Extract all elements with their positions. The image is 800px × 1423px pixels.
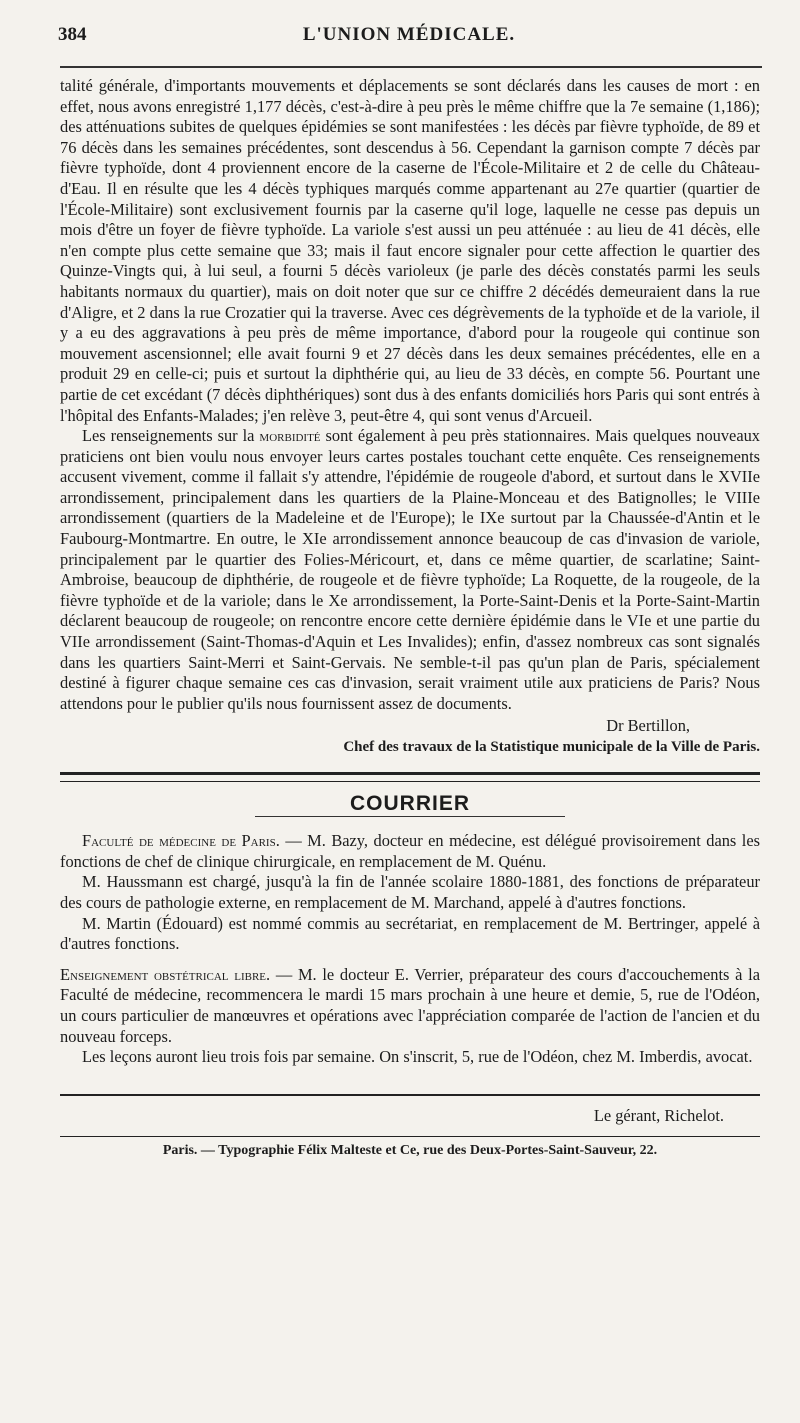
gerant-line: Le gérant, Richelot. [593, 1105, 724, 1125]
article-paragraph-2 [60, 426, 760, 714]
faculte-heading: Faculté de médecine de Paris. [82, 831, 280, 851]
enseignement-paragraph-1 [60, 965, 760, 1047]
article-body [60, 76, 760, 1162]
faculte-text-1: — M. Bazy, docteur en médecine, est délégué provisoirement dans les fonctions de chef de clinique chirurgicale, en remplacement de M. Quénu. [60, 831, 760, 871]
section-divider [60, 772, 760, 782]
enseignement-heading: Enseignement obstétrical libre. [60, 964, 271, 984]
morbidity-term: morbidité [259, 426, 321, 446]
faculte-paragraph-3: M. Martin (Édouard) est nommé commis au secrétariat, en remplacement de M. Bertringer, appelé à d'autres fonctions. [60, 913, 760, 954]
page-number: 384 [58, 24, 87, 45]
printer-line: Paris. — Typographie Félix Malteste et Ce, rue des Deux-Portes-Saint-Sauveur, 22. [162, 1143, 658, 1159]
faculte-paragraph-1 [60, 831, 760, 872]
morbidity-text: sont également à peu près stationnaires. Mais quelques nouveaux praticiens ont bien voulu nous envoyer leurs cartes postales touchant cette enquête. Ces renseignements accusent vivement, comme il fallait s'y attendre, l'épidémie de rougeole d'abord, et surtout dans le XVIIe arrondissement, principalement dans les quartiers de la Plaine-Monceau et des Batignolles; le VIIIe arrondissement (quartiers de la Madeleine et de l'Europe); le IXe surtout par la Chaussée-d'Antin et le Faubourg-Montmartre. En outre, le XIe arrondissement annonce beaucoup de cas d'invasion de variole, principalement par le quartier des Folies-Méricourt, et, dans ce même quartier, de scarlatine; Saint-Ambroise, beaucoup de diphthérie, de rougeole et de fièvre typhoïde; La Roquette, de la rougeole, de la fièvre typhoïde et de la variole; dans le Xe arrondissement, la Porte-Saint-Denis et la Porte-Saint-Martin déclarent beaucoup de rougeole; on rencontre encore cette dernière épidémie dans le VIe et une partie du VIIe arrondissement (Saint-Thomas-d'Aquin et Les Invalides); enfin, d'assez nombreux cas sont signalés dans les quartiers Saint-Merri et Saint-Gervais. Ne semble-t-il pas qu'un plan de Paris, spécialement destiné à figurer chaque semaine ces cas d'invasion, serait vraiment utile aux praticiens de Paris? Nous attendons pour le publier qu'ils nous fournissent assez de documents. [60, 426, 760, 713]
enseignement-text-1: — M. le docteur E. Verrier, préparateur des cours d'accouchements à la Faculté de médecine, recommencera le mardi 15 mars prochain à une heure et demie, 5, rue de l'Odéon, un cours particulier de manœuvres et opérations avec l'appréciation comparée de l'action de l'ancien et du nouveau forceps. [60, 964, 760, 1046]
courrier-title-rule [255, 816, 565, 817]
journal-title: L'UNION MÉDICALE. [302, 24, 516, 45]
signature-block [60, 716, 760, 757]
spacer [60, 955, 760, 965]
courrier-title: COURRIER [349, 791, 470, 815]
signature-name: Dr Bertillon, [606, 716, 690, 736]
printer-rule [60, 1136, 760, 1137]
footer-rule [60, 1094, 760, 1096]
header-rule [60, 66, 762, 68]
article-paragraph-1: talité générale, d'importants mouvements et déplacements se sont déclarés dans les causes de mort : en effet, nous avons enregistré 1,177 décès, c'est-à-dire à peu près le même chiffre que la 7e semaine (1,186); des atténuations subites de quelques épidémies se sont manifestées : les décès par fièvre typhoïde, de 89 et 76 décès dans les semaines précédentes, sont descendus à 56. Cependant la garnison compte 7 décès par fièvre typhoïde, dont 4 proviennent encore de la caserne de l'École-Militaire et 2 de celle du Château-d'Eau. Il en résulte que les 4 décès typhiques marqués comme appartenant au 27e quartier (quartier de l'École-Militaire) sont exclusivement fournis par la caserne qu'il loge, laquelle ne cesse pas depuis un mois d'être un foyer de fièvre typhoïde. La variole s'est aussi un peu atténuée : au lieu de 41 décès, elle n'en compte plus cette semaine que 33; mais il faut encore signaler pour cette affection le quartier des Quinze-Vingts qui, à lui seul, a fourni 5 décès varioleux (je parle des décès constatés parmi les seuls habitants normaux du quartier), mais on doit noter que sur ce chiffre 2 décédés demeuraient dans la rue d'Aligre, et 2 dans la rue Crozatier qui la traverse. Avec ces dégrèvements de la typhoïde et de la variole, il y a eu des aggravations à peu près de même importance, d'abord pour la rougeole qui continue son mouvement ascensionnel; elle avait fourni 9 et 27 décès dans les deux semaines précédentes, elle en a produit 29 en celle-ci; puis et surtout la diphthérie qui, au lieu de 33 décès, en compte 56. Pourtant une partie de cet excédant (7 décès diphthériques) sont dus à des enfants domiciliés hors Paris qui sont entrés à l'hôpital des Enfants-Malades; j'en relève 3, peut-être 4, qui sont venus d'Arcueil. [60, 76, 760, 425]
signature-title: Chef des travaux de la Statistique municipale de la Ville de Paris. [343, 739, 760, 755]
page-header [58, 24, 760, 56]
faculte-paragraph-2: M. Haussmann est chargé, jusqu'à la fin de l'année scolaire 1880-1881, des fonctions de préparateur des cours de pathologie externe, en remplacement de M. Marchand, appelé à d'autres fonctions. [60, 872, 760, 912]
morbidity-lead: Les renseignements sur la [82, 426, 255, 446]
enseignement-paragraph-2: Les leçons auront lieu trois fois par semaine. On s'inscrit, 5, rue de l'Odéon, chez M. Imberdis, avocat. [82, 1047, 753, 1067]
